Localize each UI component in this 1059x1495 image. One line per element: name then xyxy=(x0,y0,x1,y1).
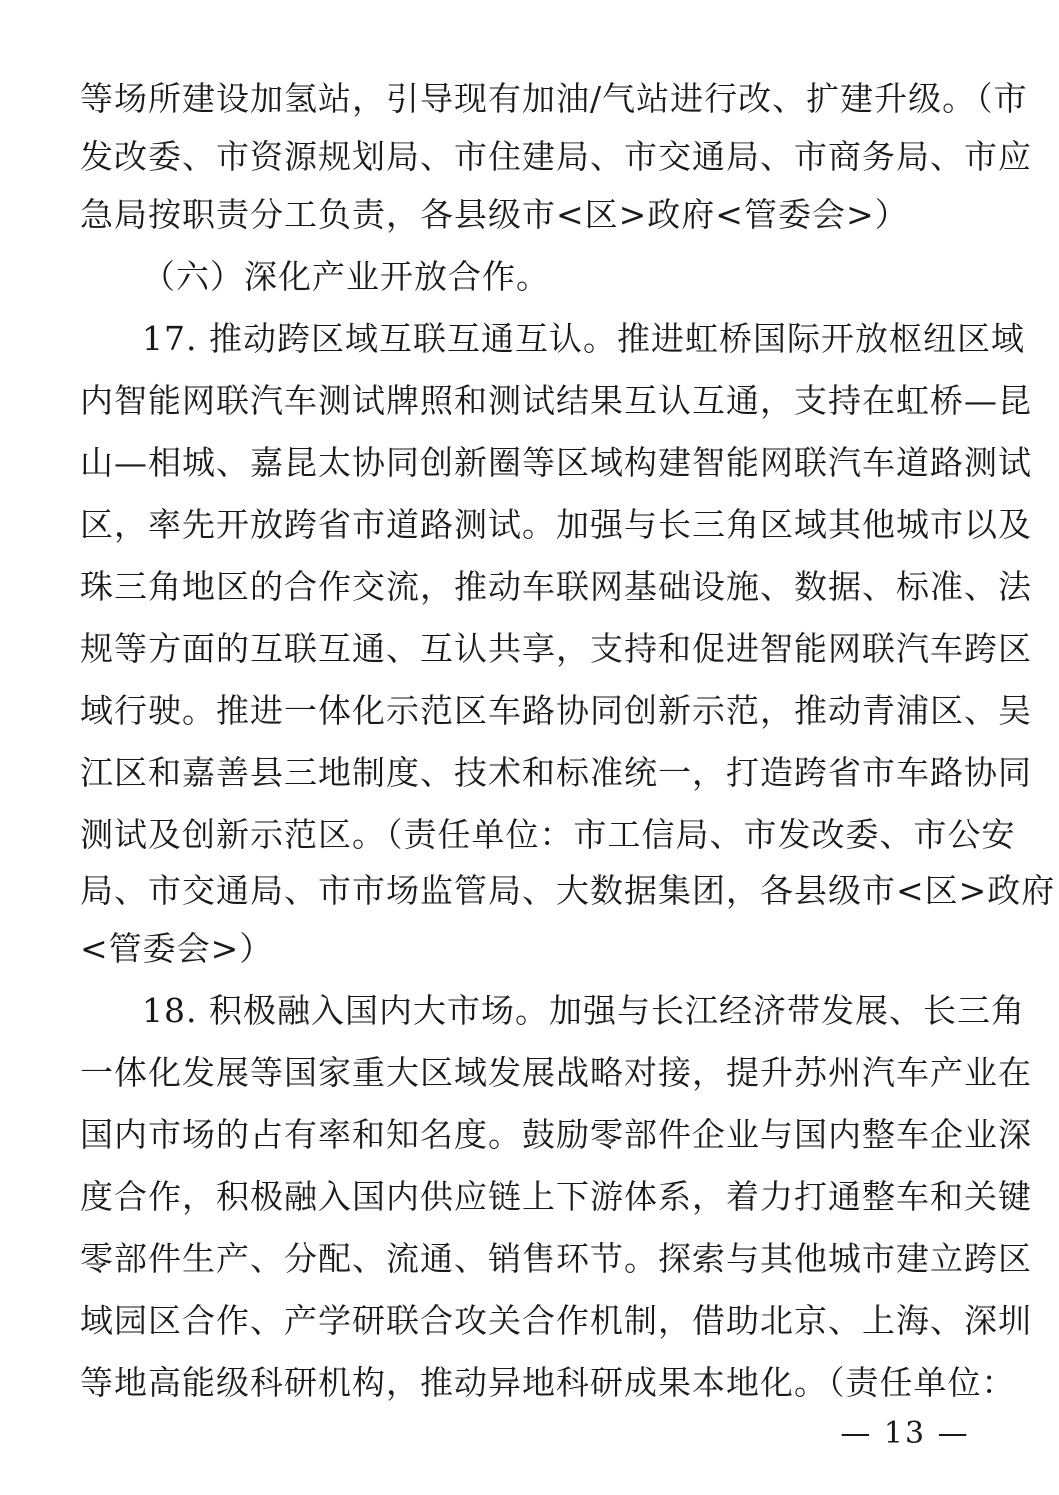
text-line: 国内市场的占有率和知名度。鼓励零部件企业与国内整车企业深 xyxy=(80,1115,1032,1154)
text-line: 度合作，积极融入国内供应链上下游体系，着力打通整车和关键 xyxy=(80,1177,1032,1216)
text-line: 局、市交通局、市市场监管局、大数据集团，各县级市<区>政府 xyxy=(80,871,1056,910)
text-line: 珠三角地区的合作交流，推动车联网基础设施、数据、标准、法 xyxy=(80,567,1032,606)
text-line: 域行驶。推进一体化示范区车路协同创新示范，推动青浦区、吴 xyxy=(80,691,1032,730)
text-line: 发改委、市资源规划局、市住建局、市交通局、市商务局、市应 xyxy=(80,137,1032,176)
text-line: 内智能网联汽车测试牌照和测试结果互认互通，支持在虹桥—昆 xyxy=(80,381,1032,420)
text-line: 规等方面的互联互通、互认共享，支持和促进智能网联汽车跨区 xyxy=(80,629,1032,668)
text-line: <管委会>） xyxy=(80,929,274,968)
text-line: 急局按职责分工负责，各县级市<区>政府<管委会>） xyxy=(80,195,909,234)
text-line: 等地高能级科研机构，推动异地科研成果本地化。（责任单位： xyxy=(80,1363,1016,1402)
text-line: 零部件生产、分配、流通、销售环节。探索与其他城市建立跨区 xyxy=(80,1239,1032,1278)
text-line: 一体化发展等国家重大区域发展战略对接，提升苏州汽车产业在 xyxy=(80,1053,1032,1092)
text-line: 山—相城、嘉昆太协同创新圈等区域构建智能网联汽车道路测试 xyxy=(80,443,1032,482)
text-line: 测试及创新示范区。（责任单位：市工信局、市发改委、市公安 xyxy=(80,815,1016,854)
text-line: 区，率先开放跨省市道路测试。加强与长三角区域其他城市以及 xyxy=(80,505,1032,544)
text-line: 域园区合作、产学研联合攻关合作机制，借助北京、上海、深圳 xyxy=(80,1301,1032,1340)
section-heading: （六）深化产业开放合作。 xyxy=(142,257,550,296)
text-line: 江区和嘉善县三地制度、技术和标准统一，打造跨省市车路协同 xyxy=(80,753,1032,792)
text-line: 17. 推动跨区域互联互通互认。推进虹桥国际开放枢纽区域 xyxy=(142,319,1025,358)
text-line: 等场所建设加氢站，引导现有加油/气站进行改、扩建升级。（市 xyxy=(80,79,1028,118)
page-number: — 13 — xyxy=(840,1416,970,1451)
text-line: 18. 积极融入国内大市场。加强与长江经济带发展、长三角 xyxy=(142,991,1025,1030)
